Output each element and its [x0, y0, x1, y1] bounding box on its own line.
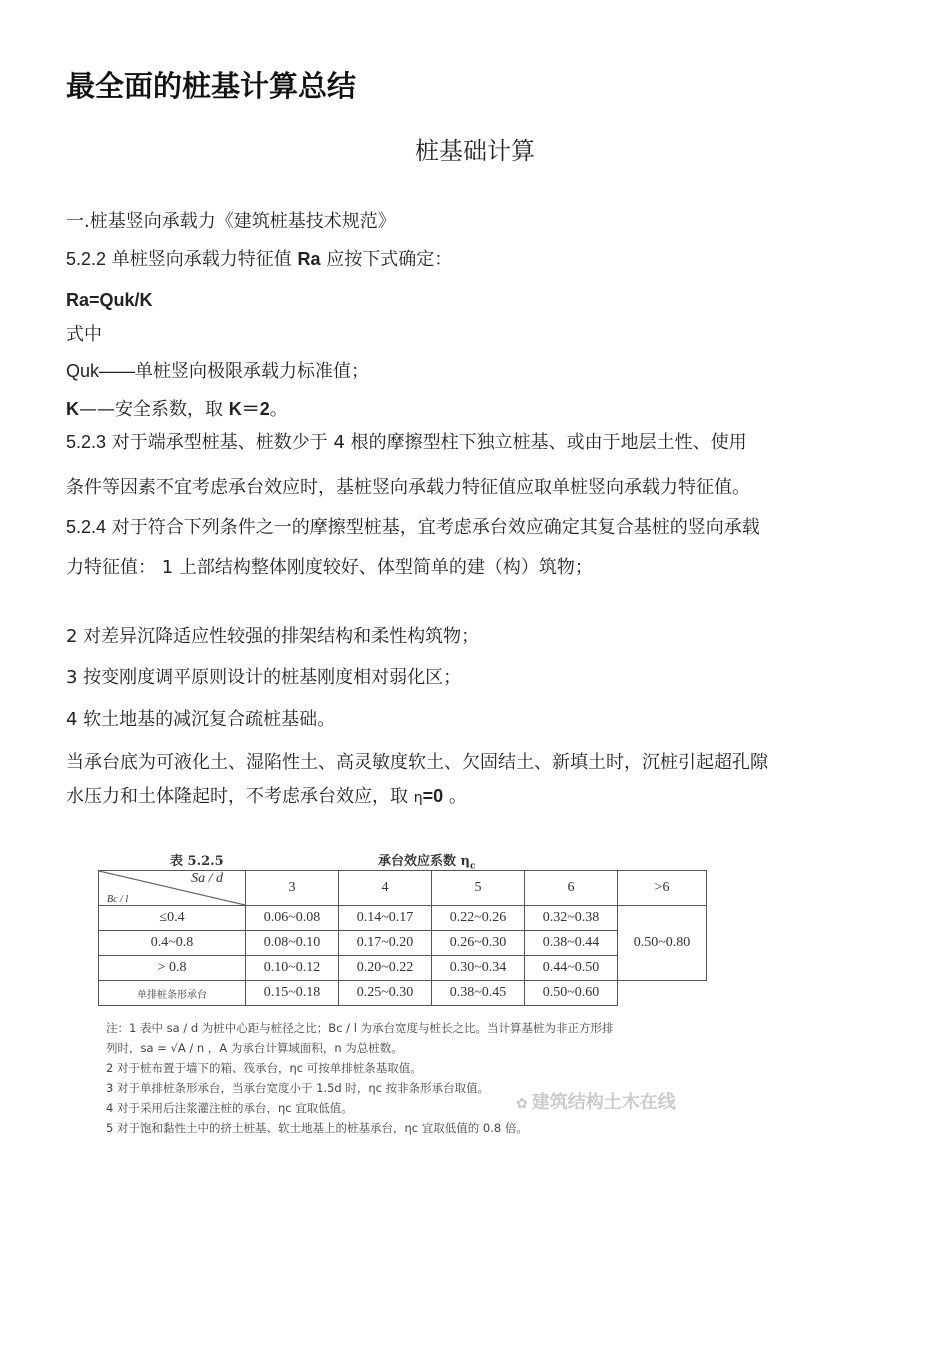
- quk-definition: [66, 359, 369, 384]
- list-item-2: 2 对差异沉降适应性较强的排架结构和柔性构筑物；: [66, 626, 480, 647]
- note-line: 列时，sa = √A / n ，A 为承台计算域面积，n 为总桩数。: [106, 1041, 403, 1055]
- k-definition: [66, 397, 288, 422]
- table-header-row: [99, 871, 707, 906]
- line-end: 。: [443, 786, 467, 807]
- table-cell: 0.50~0.60: [525, 981, 618, 1006]
- col-header: >6: [618, 871, 707, 906]
- watermark-text: 建筑结构土木在线: [531, 1092, 676, 1113]
- clause-5-2-2: [66, 247, 452, 272]
- table-row: [99, 956, 707, 981]
- corner-cell: [99, 871, 246, 906]
- clause-text: 对于端承型桩基、桩数少于 4 根的摩擦型柱下独立桩基、或由于地层土性、使用: [106, 432, 747, 453]
- table-cell: 0.30~0.34: [432, 956, 525, 981]
- note-line: 3 对于单排桩条形承台，当承台宽度小于 1.5d 时，ηc 按非条形承台取值。: [106, 1081, 490, 1095]
- note-line: 5 对于饱和黏性土中的挤土桩基、软土地基上的桩基承台，ηc 宜取低值的 0.8 倍。: [106, 1121, 528, 1135]
- table-cell: 0.38~0.44: [525, 931, 618, 956]
- table-cell: 0.25~0.30: [339, 981, 432, 1006]
- corner-bottom-label: Bc / l: [107, 894, 129, 905]
- clause-number: 5.2.3: [66, 432, 107, 452]
- quk-desc: 单桩竖向极限承载力标准值；: [135, 361, 370, 382]
- document-title: 最全面的桩基计算总结: [66, 69, 357, 103]
- k-desc: ——安全系数，取: [79, 399, 229, 420]
- shizhong-label: 式中: [66, 324, 102, 345]
- table-cell: 0.38~0.45: [432, 981, 525, 1006]
- row-label: > 0.8: [99, 956, 246, 981]
- note-line: 4 对于采用后注浆灌注桩的承台，ηc 宜取低值。: [106, 1101, 353, 1115]
- row-label: 单排桩条形承台: [99, 981, 246, 1006]
- note-line: 2 对于桩布置于墙下的箱、筏承台，ηc 可按单排桩条基取值。: [106, 1061, 422, 1075]
- table-cell: 0.32~0.38: [525, 906, 618, 931]
- table-figure: [98, 850, 728, 1135]
- eta-symbol: η: [413, 790, 423, 806]
- formula: Ra=Quk/K: [66, 290, 153, 310]
- col-header: 4: [339, 871, 432, 906]
- table-caption: [378, 850, 475, 872]
- clause-text: 对于符合下列条件之一的摩擦型桩基，宜考虑承台效应确定其复合基桩的竖向承载: [106, 517, 760, 538]
- last-paragraph-line1: 当承台底为可液化土、湿陷性土、高灵敏度软土、欠固结土、新填土时，沉桩引起超孔隙: [66, 752, 768, 773]
- clause-5-2-3-line2: 条件等因素不宜考虑承台效应时，基桩竖向承载力特征值应取单桩竖向承载力特征值。: [66, 477, 750, 498]
- line-text: 水压力和土体隆起时，不考虑承台效应，取: [66, 786, 414, 807]
- col-header: 6: [525, 871, 618, 906]
- clause-number: 5.2.2: [66, 249, 107, 269]
- table-cell: 0.17~0.20: [339, 931, 432, 956]
- table-cell: 0.20~0.22: [339, 956, 432, 981]
- k-end: 。: [269, 399, 288, 420]
- table-cell: 0.26~0.30: [432, 931, 525, 956]
- table-cell: 0.22~0.26: [432, 906, 525, 931]
- watermark: [516, 1088, 676, 1114]
- table-row: [99, 981, 707, 1006]
- col-header: 3: [246, 871, 339, 906]
- table-row: [99, 906, 707, 931]
- corner-top-label: Sa / d: [191, 871, 223, 886]
- table-cell: 0.06~0.08: [246, 906, 339, 931]
- coefficient-table: [98, 870, 707, 1006]
- clause-5-2-4-line1: [66, 515, 760, 540]
- k-value: K＝2: [228, 399, 270, 419]
- list-item-3: 3 按变刚度调平原则设计的桩基刚度相对弱化区；: [66, 667, 462, 688]
- table-number: 表 5.2.5: [170, 854, 224, 869]
- table-cell: 0.10~0.12: [246, 956, 339, 981]
- clause-5-2-3-line1: [66, 430, 747, 455]
- wechat-icon: ✿: [516, 1096, 528, 1112]
- merged-cell: 0.50~0.80: [618, 906, 707, 981]
- list-item-4: 4 软土地基的减沉复合疏桩基础。: [66, 709, 336, 730]
- eta-value: =0: [422, 786, 444, 806]
- row-label: 0.4~0.8: [99, 931, 246, 956]
- caption-text: 承台效应系数 η: [378, 854, 470, 869]
- table-cell: 0.14~0.17: [339, 906, 432, 931]
- k-symbol: K: [66, 399, 79, 419]
- clause-number: 5.2.4: [66, 517, 107, 537]
- table-notes: [106, 1018, 614, 1138]
- section-1-heading: 一.桩基竖向承载力《建筑桩基技术规范》: [66, 211, 396, 232]
- clause-text-end: 应按下式确定：: [320, 249, 453, 270]
- table-cell: 0.08~0.10: [246, 931, 339, 956]
- table-cell: 0.15~0.18: [246, 981, 339, 1006]
- clause-5-2-4-line2: 力特征值： 1 上部结构整体刚度较好、体型简单的建（构）筑物；: [66, 557, 593, 578]
- table-row: [99, 931, 707, 956]
- section-heading: 桩基础计算: [415, 137, 535, 165]
- quk-symbol: Quk——: [66, 361, 136, 381]
- last-paragraph-line2: [66, 784, 467, 810]
- clause-text: 单桩竖向承载力特征值: [106, 249, 298, 270]
- table-cell: 0.44~0.50: [525, 956, 618, 981]
- caption-subscript: c: [469, 861, 476, 872]
- ra-symbol: Ra: [297, 249, 321, 269]
- col-header: 5: [432, 871, 525, 906]
- note-line: 注：1 表中 sa / d 为桩中心距与桩径之比；Bc / l 为承台宽度与桩长之比。当计算基桩为非正方形排: [106, 1021, 614, 1035]
- row-label: ≤0.4: [99, 906, 246, 931]
